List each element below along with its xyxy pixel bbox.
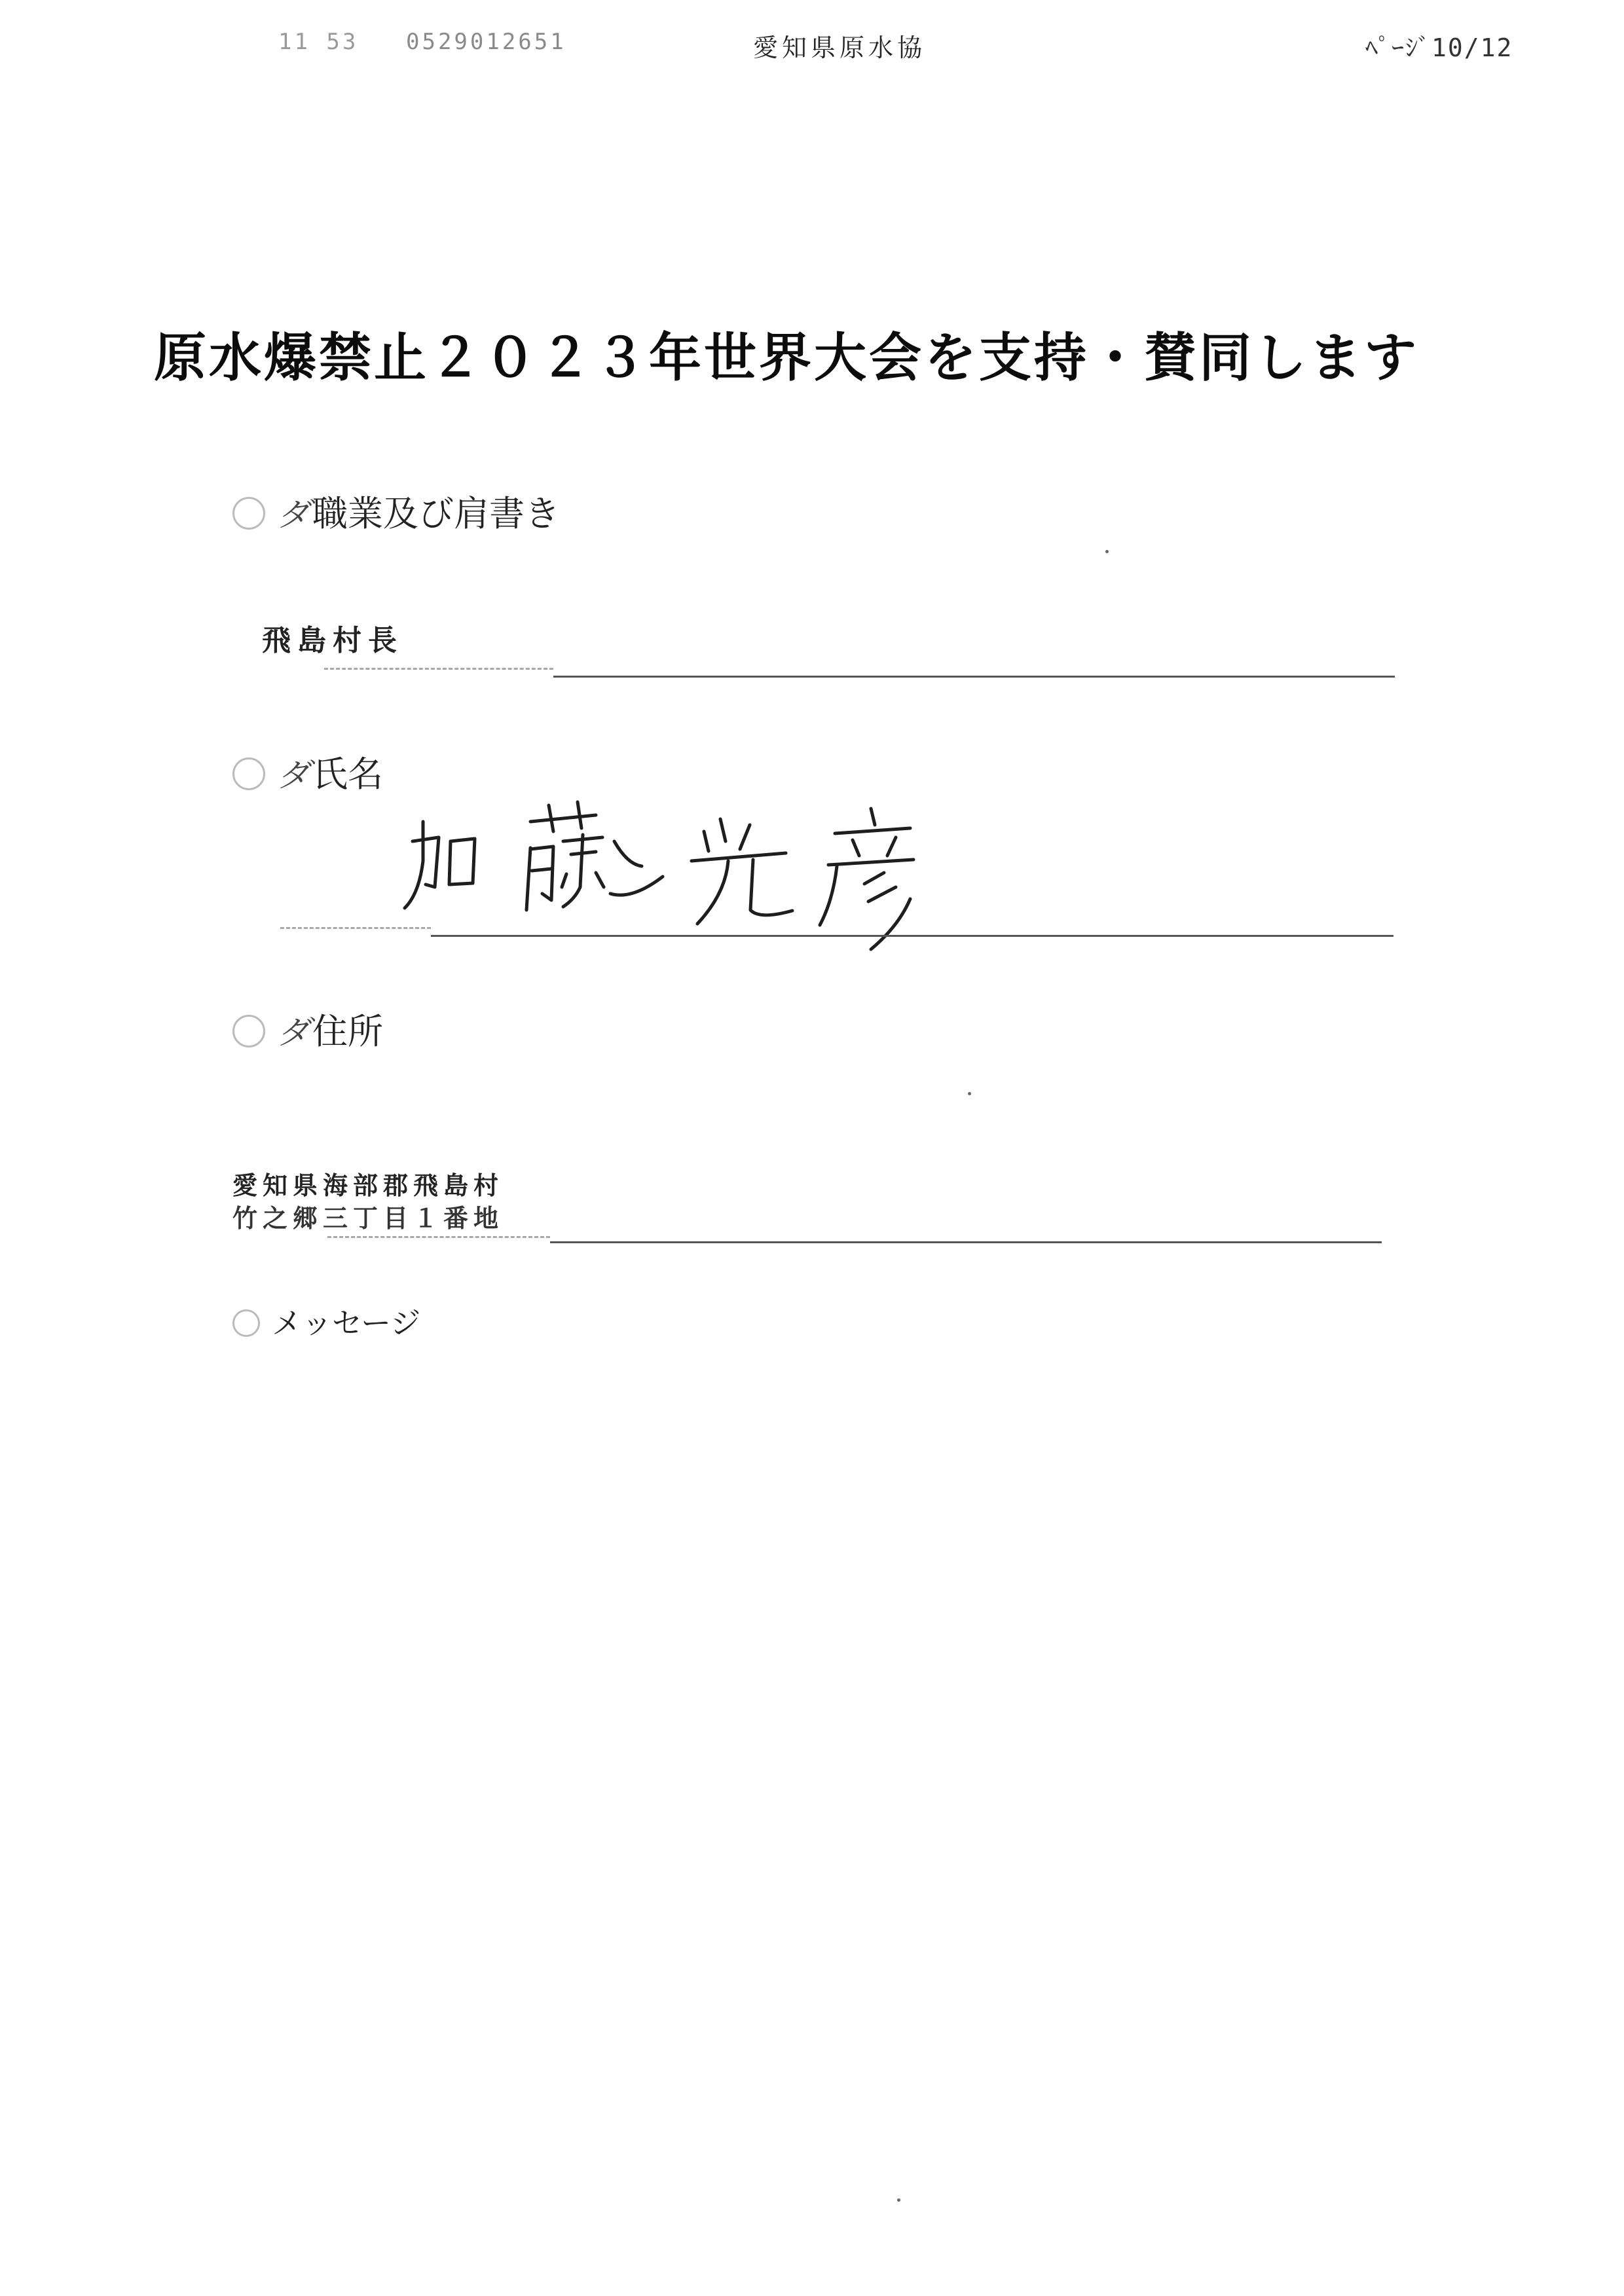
circle-icon <box>232 757 265 790</box>
handwritten-signature <box>367 795 956 953</box>
scan-speck <box>968 1092 971 1095</box>
address-underline <box>550 1241 1382 1243</box>
name-underline-left <box>280 927 431 929</box>
occupation-label <box>232 486 560 536</box>
occupation-underline-left <box>324 668 553 670</box>
scan-speck <box>897 2198 900 2202</box>
name-label-text: 氏名 <box>312 754 383 795</box>
address-label-text: 住所 <box>312 1011 383 1052</box>
signature-strokes <box>367 795 956 953</box>
fax-page-number: ﾍﾟｰｼﾞ10/12 <box>1365 33 1513 62</box>
address-underline-left <box>327 1236 550 1238</box>
check-mark-icon: ダ <box>277 756 310 794</box>
name-label <box>232 746 383 797</box>
circle-icon <box>232 497 265 530</box>
check-mark-icon: ダ <box>277 1013 310 1051</box>
address-line-1: 愛知県海部郡飛島村 <box>232 1171 504 1200</box>
circle-icon <box>232 1015 265 1048</box>
fax-header <box>0 26 1624 79</box>
fax-sender: 愛知県原水協 <box>753 33 927 62</box>
page-title: 原水爆禁止２０２３年世界大会を支持・賛同します <box>154 327 1419 388</box>
check-mark-icon: ダ <box>277 496 310 534</box>
occupation-value: 飛島村長 <box>262 624 403 657</box>
address-label <box>232 1004 383 1054</box>
circle-icon <box>232 1309 260 1337</box>
message-label <box>232 1300 420 1343</box>
fax-timestamp: 11 53 <box>278 29 359 55</box>
fax-phone-number: 0529012651 <box>406 29 566 55</box>
occupation-underline <box>553 676 1395 678</box>
address-line-2: 竹之郷三丁目１番地 <box>232 1204 504 1233</box>
message-label-text: メッセージ <box>272 1305 421 1341</box>
occupation-label-text: 職業及び肩書き <box>312 493 560 534</box>
scan-speck <box>1105 550 1109 553</box>
name-underline <box>431 935 1393 937</box>
